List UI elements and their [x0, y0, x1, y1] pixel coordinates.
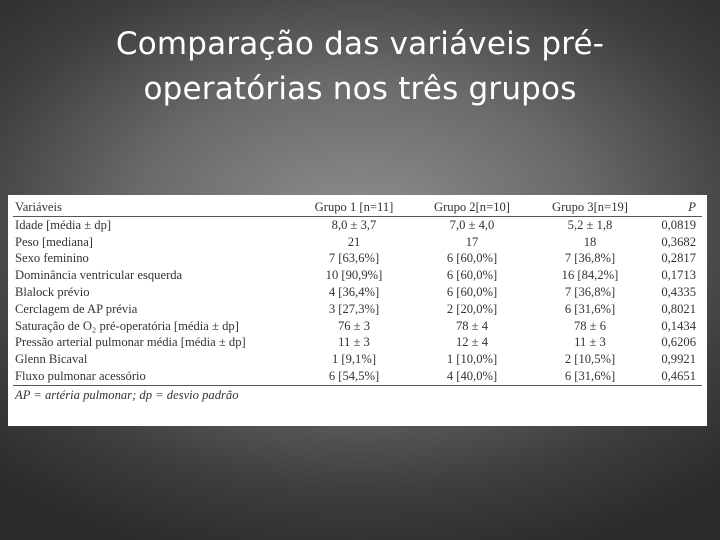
table-row	[13, 234, 702, 251]
cell-grupo-3: 2 [10,5%]	[564, 352, 616, 367]
cell-grupo-3: 11 ± 3	[574, 335, 606, 350]
header-variaveis: Variáveis	[13, 199, 295, 216]
slide-title-line-1: Comparação das variáveis pré-	[115, 26, 605, 62]
cell-grupo-3: 18	[583, 234, 597, 249]
header-grupo-2: Grupo 2[n=10]	[413, 199, 531, 216]
table-row	[13, 267, 702, 284]
table-row	[13, 334, 702, 351]
row-label: Peso [mediana]	[15, 234, 93, 249]
cell-p-value: 0,0819	[661, 217, 696, 232]
cell-grupo-2: 7,0 ± 4,0	[449, 217, 495, 232]
cell-grupo-3: 7 [36,8%]	[564, 284, 616, 299]
table-row	[13, 318, 702, 335]
table-row	[13, 250, 702, 267]
cell-grupo-1: 7 [63,6%]	[328, 251, 380, 266]
cell-grupo-3: 6 [31,6%]	[564, 301, 616, 316]
row-label: Fluxo pulmonar acessório	[13, 368, 295, 385]
cell-grupo-2: 1 [10,0%]	[446, 352, 498, 367]
cell-grupo-1: 4 [36,4%]	[328, 284, 380, 299]
cell-grupo-1: 1 [9,1%]	[331, 352, 377, 367]
row-label: Dominância ventricular esquerda	[15, 268, 183, 283]
cell-grupo-1: 3 [27,3%]	[328, 301, 380, 316]
comparison-table-image	[8, 195, 707, 426]
table-header-row	[13, 199, 702, 216]
cell-grupo-1: 8,0 ± 3,7	[331, 217, 377, 232]
cell-p-value: 0,6206	[661, 335, 696, 350]
cell-grupo-2: 6 [60,0%]	[446, 284, 498, 299]
cell-grupo-2: 6 [60,0%]	[446, 251, 498, 266]
slide-title-line-2: operatórias nos três grupos	[143, 71, 577, 107]
cell-p-value: 0,9921	[661, 352, 696, 367]
cell-grupo-3: 16 [84,2%]	[561, 268, 619, 283]
cell-grupo-3: 78 ± 6	[573, 318, 607, 333]
cell-grupo-2: 6 [60,0%]	[446, 268, 498, 283]
row-label: Blalock prévio	[15, 284, 90, 299]
cell-grupo-2: 12 ± 4	[455, 335, 489, 350]
row-label: Glenn Bicaval	[15, 352, 88, 367]
cell-p-value: 0,1434	[661, 318, 696, 333]
cell-p-value: 0,2817	[661, 251, 696, 266]
header-p-value: P	[649, 199, 702, 216]
cell-grupo-1: 21	[347, 234, 361, 249]
table-footnote: AP = artéria pulmonar; dp = desvio padrão	[15, 387, 239, 402]
row-label: Pressão arterial pulmonar média [média ± dp]	[15, 335, 246, 350]
cell-grupo-3: 5,2 ± 1,8	[567, 217, 613, 232]
table-row	[13, 301, 702, 318]
cell-p-value: 0,3682	[661, 234, 696, 249]
cell-p-value: 0,8021	[661, 301, 696, 316]
cell-p-value: 0,1713	[661, 268, 696, 283]
cell-grupo-1: 6 [54,5%]	[295, 368, 413, 385]
header-grupo-1: Grupo 1 [n=11]	[295, 199, 413, 216]
cell-grupo-2: 78 ± 4	[455, 318, 489, 333]
cell-grupo-1: 11 ± 3	[338, 335, 370, 350]
header-grupo-3: Grupo 3[n=19]	[531, 199, 649, 216]
cell-grupo-3: 7 [36,8%]	[564, 251, 616, 266]
cell-grupo-2: 17	[465, 234, 479, 249]
table-row	[13, 284, 702, 301]
table-row	[13, 216, 702, 233]
cell-grupo-2: 2 [20,0%]	[446, 301, 498, 316]
cell-grupo-3: 6 [31,6%]	[531, 368, 649, 385]
comparison-table	[13, 199, 702, 386]
table-row	[13, 351, 702, 368]
cell-grupo-1: 76 ± 3	[337, 318, 371, 333]
slide-title	[0, 22, 720, 112]
cell-grupo-2: 4 [40,0%]	[413, 368, 531, 385]
row-label: Cerclagem de AP prévia	[15, 301, 138, 316]
cell-p-value: 0,4335	[661, 284, 696, 299]
cell-p-value: 0,4651	[649, 368, 702, 385]
row-label: Idade [média ± dp]	[15, 217, 112, 232]
row-label: Saturação de O₂ pré-operatória [média ± dp]	[15, 318, 239, 333]
table-row	[13, 368, 702, 385]
row-label: Sexo feminino	[15, 251, 89, 266]
cell-grupo-1: 10 [90,9%]	[325, 268, 383, 283]
